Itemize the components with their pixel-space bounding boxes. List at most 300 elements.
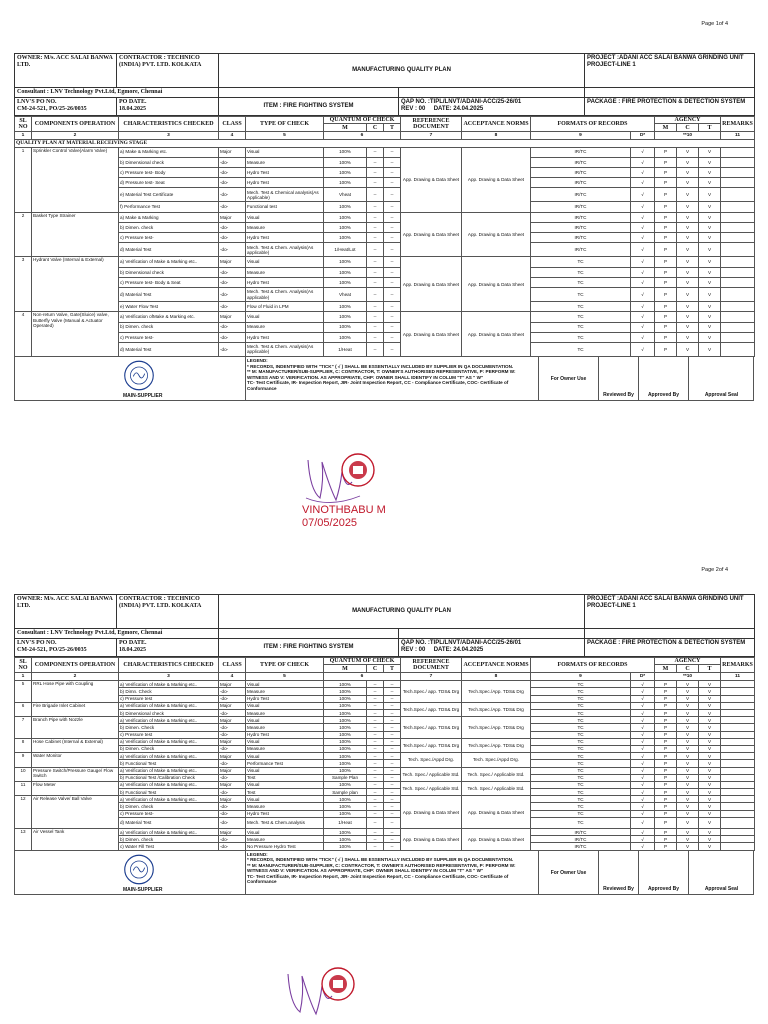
qap-info: QAP NO. :TIPL/LNVT/ADANI-ACC/25-26/01 REV : 00 DATE: 24.04.2025 xyxy=(399,98,585,116)
agency-t: V xyxy=(699,843,721,850)
table-row xyxy=(15,202,755,212)
acceptance-norms: App. Drawing & Data Sheet xyxy=(462,147,531,212)
agency-m: P xyxy=(655,702,677,709)
characteristic: c) Pressure test- xyxy=(119,810,219,817)
agency-m: P xyxy=(655,681,677,688)
record-format: TC xyxy=(531,767,631,774)
agency-m: P xyxy=(655,781,677,788)
table-row xyxy=(15,302,755,312)
quantum-c: -- xyxy=(367,332,384,342)
record-format: IR/TC xyxy=(531,157,631,167)
reference-document: Tech.Spec./ app. TDS& Drg xyxy=(401,738,462,752)
quantum-m: Vheat xyxy=(324,188,367,202)
table-row xyxy=(15,843,755,850)
characteristic: e) Water Flow Test xyxy=(119,302,219,312)
acceptance-norms: App. Drawing & Data Sheet xyxy=(462,796,531,829)
col-formats: FORMATS OF RECORDS xyxy=(531,117,655,132)
component-name: Flow Meter xyxy=(32,781,119,795)
col-type: TYPE OF CHECK xyxy=(246,117,324,132)
lnv-po: LNV'S PO NO. CM-24-521, PO/25-26/0035 xyxy=(15,639,117,657)
agency-m: P xyxy=(655,178,677,188)
agency-c: V xyxy=(677,332,699,342)
agency-c: V xyxy=(677,717,699,724)
agency-t: V xyxy=(699,817,721,828)
record-format: IR/TC xyxy=(531,147,631,157)
agency-c: V xyxy=(677,710,699,717)
remarks-cell xyxy=(721,267,755,277)
remarks-cell xyxy=(721,695,755,702)
characteristic: b) Dimensional check xyxy=(119,267,219,277)
quantum-t: -- xyxy=(384,829,401,836)
agency-c: V xyxy=(677,312,699,322)
agency-c: V xyxy=(677,257,699,267)
quantum-m: 100% xyxy=(324,257,367,267)
remarks-cell xyxy=(721,188,755,202)
record-tick: √ xyxy=(631,277,655,287)
col-acceptance: ACCEPTANCE NORMS xyxy=(462,658,531,673)
approval-seal: Approval Seal xyxy=(688,851,754,894)
header-table xyxy=(14,53,755,116)
agency-m: P xyxy=(655,167,677,177)
owner: OWNER: M/s. ACC SALAI BANWA LTD. xyxy=(15,54,117,88)
table-row xyxy=(15,342,755,356)
class-value: -do- xyxy=(219,287,246,301)
record-tick: √ xyxy=(631,724,655,731)
col-formats: FORMATS OF RECORDS xyxy=(531,658,655,673)
quantum-t: -- xyxy=(384,178,401,188)
record-format: TC xyxy=(531,760,631,767)
agency-c: V xyxy=(677,781,699,788)
record-format: IR/TC xyxy=(531,178,631,188)
agency-t: V xyxy=(699,796,721,803)
quantum-t: -- xyxy=(384,312,401,322)
quantum-c: -- xyxy=(367,745,384,752)
characteristic: d) Material Test xyxy=(119,817,219,828)
sl-number: 8 xyxy=(15,738,32,752)
component-name: Air Release Valve/ Ball Valve xyxy=(32,796,119,829)
agency-m: P xyxy=(655,724,677,731)
check-type: Visual xyxy=(246,702,324,709)
reference-document: App. Drawing & Data Sheet xyxy=(401,796,462,829)
agency-t: V xyxy=(699,789,721,796)
characteristic: b) Dimen. check xyxy=(119,322,219,332)
quantum-m: 100% xyxy=(324,267,367,277)
quantum-c: -- xyxy=(367,774,384,781)
acceptance-norms: Tech. Spec./Appd Drg. xyxy=(462,753,531,767)
check-type: Measure xyxy=(246,745,324,752)
sl-number: 12 xyxy=(15,796,32,829)
remarks-cell xyxy=(721,760,755,767)
agency-c: V xyxy=(677,836,699,843)
check-type: Hydro Test xyxy=(246,810,324,817)
check-type: Mech. Test & Chem. Analysis(As applicable) xyxy=(246,243,324,257)
agency-t: V xyxy=(699,731,721,738)
acceptance-norms: App. Drawing & Data Sheet xyxy=(462,212,531,257)
record-format: TC xyxy=(531,312,631,322)
quantum-t: -- xyxy=(384,212,401,222)
check-type: Visual xyxy=(246,717,324,724)
agency-m: P xyxy=(655,767,677,774)
col-quantum: QUANTUM OF CHECK xyxy=(324,658,401,665)
class-value: -do- xyxy=(219,267,246,277)
agency-t: V xyxy=(699,681,721,688)
qap-table xyxy=(14,116,755,357)
quantum-c: -- xyxy=(367,767,384,774)
approved-by: Approved By xyxy=(638,851,688,894)
quantum-c: -- xyxy=(367,789,384,796)
agency-t: V xyxy=(699,753,721,760)
record-tick: √ xyxy=(631,681,655,688)
characteristic: d) Material Test xyxy=(119,287,219,301)
agency-m: P xyxy=(655,322,677,332)
remarks-cell xyxy=(721,843,755,850)
record-tick: √ xyxy=(631,302,655,312)
record-format: TC xyxy=(531,789,631,796)
item: ITEM : FIRE FIGHTING SYSTEM xyxy=(219,98,399,116)
record-format: TC xyxy=(531,688,631,695)
characteristic: b) Dimen. check xyxy=(119,836,219,843)
agency-c: V xyxy=(677,774,699,781)
class-value: -do- xyxy=(219,332,246,342)
quantum-m: 100% xyxy=(324,332,367,342)
sl-number: 4 xyxy=(15,312,32,357)
agency-m: P xyxy=(655,233,677,243)
record-format: IR/TC xyxy=(531,836,631,843)
quantum-m: 100% xyxy=(324,322,367,332)
remarks-cell xyxy=(721,233,755,243)
signature-date: 07/05/2025 xyxy=(302,517,358,529)
agency-t: V xyxy=(699,695,721,702)
col-agency: AGENCY xyxy=(655,117,721,124)
agency-t: V xyxy=(699,767,721,774)
col-a-c: C xyxy=(677,665,699,673)
table-row xyxy=(15,277,755,287)
record-tick: √ xyxy=(631,810,655,817)
class-value: -do- xyxy=(219,167,246,177)
table-row xyxy=(15,810,755,817)
header-table xyxy=(14,594,755,657)
characteristic: e) Material Test Certificate xyxy=(119,188,219,202)
characteristic: a) Verification of Make & Marking etc.. xyxy=(119,681,219,688)
quantum-m: 100% xyxy=(324,829,367,836)
class-value: -do- xyxy=(219,188,246,202)
acceptance-norms: App. Drawing & Data Sheet xyxy=(462,312,531,357)
record-format: TC xyxy=(531,810,631,817)
record-format: TC xyxy=(531,753,631,760)
check-type: Visual xyxy=(246,781,324,788)
class-value: -do- xyxy=(219,322,246,332)
agency-t: V xyxy=(699,836,721,843)
quantum-c: -- xyxy=(367,843,384,850)
characteristic: b) Dimen. Check xyxy=(119,745,219,752)
record-format: TC xyxy=(531,257,631,267)
class-value: -do- xyxy=(219,836,246,843)
record-tick: √ xyxy=(631,829,655,836)
record-tick: √ xyxy=(631,178,655,188)
table-row xyxy=(15,257,755,267)
characteristic: d) Material Test xyxy=(119,243,219,257)
check-type: Test xyxy=(246,789,324,796)
quantum-t: -- xyxy=(384,753,401,760)
check-type: Mech. Test & Chemical analysis(As Applicable) xyxy=(246,188,324,202)
qap-table xyxy=(14,657,755,851)
agency-c: V xyxy=(677,803,699,810)
record-format: TC xyxy=(531,332,631,342)
record-format: TC xyxy=(531,287,631,301)
agency-c: V xyxy=(677,767,699,774)
characteristic: c) Pressure test- xyxy=(119,233,219,243)
class-value: Major xyxy=(219,312,246,322)
table-row xyxy=(15,178,755,188)
agency-m: P xyxy=(655,753,677,760)
record-tick: √ xyxy=(631,760,655,767)
agency-c: V xyxy=(677,243,699,257)
quantum-t: -- xyxy=(384,774,401,781)
quantum-t: -- xyxy=(384,222,401,232)
table-row xyxy=(15,688,755,695)
agency-t: V xyxy=(699,717,721,724)
agency-t: V xyxy=(699,745,721,752)
agency-m: P xyxy=(655,157,677,167)
project: PROJECT :ADANI ACC SALAI BANWA GRINDING UNIT PROJECT-LINE 1 xyxy=(585,595,755,629)
quantum-m: 100% xyxy=(324,233,367,243)
remarks-cell xyxy=(721,789,755,796)
table-row xyxy=(15,188,755,202)
record-tick: √ xyxy=(631,817,655,828)
record-format: IR/TC xyxy=(531,222,631,232)
quantum-c: -- xyxy=(367,753,384,760)
record-tick: √ xyxy=(631,789,655,796)
record-format: TC xyxy=(531,710,631,717)
for-owner-use: For Owner Use xyxy=(538,357,598,400)
sl-number: 9 xyxy=(15,753,32,767)
remarks-cell xyxy=(721,322,755,332)
company-stamp-icon xyxy=(120,359,158,392)
quantum-c: -- xyxy=(367,267,384,277)
acceptance-norms: Tech.Spec./App. TDS& Drg xyxy=(462,702,531,716)
check-type: Performance Test xyxy=(246,760,324,767)
quantum-t: -- xyxy=(384,767,401,774)
table-row xyxy=(15,817,755,828)
check-type: Measure xyxy=(246,267,324,277)
signer-seal-icon xyxy=(320,966,356,1002)
quantum-m: 100% xyxy=(324,688,367,695)
quantum-t: -- xyxy=(384,702,401,709)
record-tick: √ xyxy=(631,738,655,745)
agency-t: V xyxy=(699,287,721,301)
component-name: Water Monitor xyxy=(32,753,119,767)
record-tick: √ xyxy=(631,731,655,738)
check-type: Hydro Test xyxy=(246,167,324,177)
quantum-m: 1/Heat/Lot xyxy=(324,243,367,257)
quantum-t: -- xyxy=(384,760,401,767)
characteristic: b) Dimen. check xyxy=(119,222,219,232)
sl-number: 5 xyxy=(15,681,32,703)
reference-document: App. Drawing & Data Sheet xyxy=(401,147,462,212)
col-remarks: REMARKS xyxy=(721,658,755,673)
quantum-t: -- xyxy=(384,745,401,752)
quantum-t: -- xyxy=(384,157,401,167)
component-name: Hydrant Valve (Internal & External) xyxy=(32,257,119,312)
component-name: Sprinkler Control Valve(Alarm Valve) xyxy=(32,147,119,212)
acceptance-norms: Tech.Spec./App. TDS& Drg xyxy=(462,717,531,739)
class-value: -do- xyxy=(219,774,246,781)
col-agency: AGENCY xyxy=(655,658,721,665)
record-format: TC xyxy=(531,695,631,702)
quantum-c: -- xyxy=(367,710,384,717)
quantum-c: -- xyxy=(367,312,384,322)
remarks-cell xyxy=(721,774,755,781)
table-row xyxy=(15,332,755,342)
agency-m: P xyxy=(655,287,677,301)
agency-m: P xyxy=(655,695,677,702)
acceptance-norms: Tech. Spec./ Applicable Std. xyxy=(462,781,531,795)
contractor: CONTRACTOR : TECHNICO (INDIA) PVT. LTD. KOLKATA xyxy=(117,54,219,88)
quantum-c: -- xyxy=(367,157,384,167)
approved-by: Approved By xyxy=(638,357,688,400)
reference-document: Tech. Spec./ Applicable Std. xyxy=(401,767,462,781)
record-format: TC xyxy=(531,731,631,738)
quantum-t: -- xyxy=(384,267,401,277)
class-value: -do- xyxy=(219,760,246,767)
quantum-t: -- xyxy=(384,731,401,738)
class-value: -do- xyxy=(219,302,246,312)
col-components: COMPONENTS OPERATION xyxy=(32,117,119,132)
quantum-t: -- xyxy=(384,796,401,803)
agency-m: P xyxy=(655,312,677,322)
reference-document: App. Drawing & Data Sheet xyxy=(401,212,462,257)
quantum-c: -- xyxy=(367,829,384,836)
table-row xyxy=(15,157,755,167)
record-format: TC xyxy=(531,322,631,332)
record-format: IR/TC xyxy=(531,843,631,850)
quantum-t: -- xyxy=(384,817,401,828)
table-row xyxy=(15,243,755,257)
quantum-c: -- xyxy=(367,322,384,332)
agency-t: V xyxy=(699,267,721,277)
table-row xyxy=(15,829,755,836)
agency-t: V xyxy=(699,157,721,167)
record-format: IR/TC xyxy=(531,188,631,202)
remarks-cell xyxy=(721,157,755,167)
record-format: TC xyxy=(531,803,631,810)
record-format: TC xyxy=(531,724,631,731)
agency-m: P xyxy=(655,810,677,817)
consultant: Consultant : LNV Technology Pvt.Ltd, Egmore, Chennai xyxy=(15,629,219,639)
agency-c: V xyxy=(677,753,699,760)
record-tick: √ xyxy=(631,267,655,277)
characteristic: a) Verification of Make & Marking etc.. xyxy=(119,829,219,836)
check-type: Flow of Fluid in LPM xyxy=(246,302,324,312)
remarks-cell xyxy=(721,147,755,157)
agency-m: P xyxy=(655,843,677,850)
agency-m: P xyxy=(655,147,677,157)
remarks-cell xyxy=(721,731,755,738)
record-tick: √ xyxy=(631,796,655,803)
agency-c: V xyxy=(677,817,699,828)
quantum-c: -- xyxy=(367,731,384,738)
quantum-c: -- xyxy=(367,688,384,695)
quantum-t: -- xyxy=(384,738,401,745)
check-type: Measure xyxy=(246,157,324,167)
table-row xyxy=(15,760,755,767)
record-tick: √ xyxy=(631,781,655,788)
agency-m: P xyxy=(655,332,677,342)
check-type: Mech. Test & Chem. Analysis(As applicable) xyxy=(246,342,324,356)
col-characteristics: CHARACTERISTICS CHECKED xyxy=(119,658,219,673)
remarks-cell xyxy=(721,178,755,188)
agency-t: V xyxy=(699,322,721,332)
characteristic: b) Dimen. check xyxy=(119,803,219,810)
table-row xyxy=(15,803,755,810)
agency-m: P xyxy=(655,257,677,267)
record-tick: √ xyxy=(631,332,655,342)
class-value: -do- xyxy=(219,688,246,695)
agency-c: V xyxy=(677,829,699,836)
quantum-t: -- xyxy=(384,342,401,356)
check-type: Measure xyxy=(246,710,324,717)
agency-t: V xyxy=(699,702,721,709)
check-type: Measure xyxy=(246,803,324,810)
main-supplier-label: MAIN-SUPPLIER xyxy=(123,886,163,893)
remarks-cell xyxy=(721,688,755,695)
quantum-m: 100% xyxy=(324,753,367,760)
record-format: TC xyxy=(531,745,631,752)
quantum-c: -- xyxy=(367,178,384,188)
check-type: Visual xyxy=(246,147,324,157)
main-supplier-label: MAIN-SUPPLIER xyxy=(123,393,163,400)
remarks-cell xyxy=(721,212,755,222)
quantum-c: -- xyxy=(367,188,384,202)
agency-c: V xyxy=(677,188,699,202)
agency-t: V xyxy=(699,738,721,745)
quantum-m: 100% xyxy=(324,312,367,322)
agency-m: P xyxy=(655,796,677,803)
characteristic: a) Verification of Make & Marking etc.. xyxy=(119,702,219,709)
check-type: Measure xyxy=(246,322,324,332)
record-format: TC xyxy=(531,781,631,788)
remarks-cell xyxy=(721,702,755,709)
quantum-c: -- xyxy=(367,702,384,709)
table-row xyxy=(15,717,755,724)
owner: OWNER: M/s. ACC SALAI BANWA LTD. xyxy=(15,595,117,629)
quantum-t: -- xyxy=(384,257,401,267)
agency-c: V xyxy=(677,843,699,850)
quantum-t: -- xyxy=(384,322,401,332)
page-number: Page 1of 4 xyxy=(701,21,728,27)
table-row xyxy=(15,267,755,277)
remarks-cell xyxy=(721,312,755,322)
agency-m: P xyxy=(655,745,677,752)
agency-t: V xyxy=(699,724,721,731)
record-tick: √ xyxy=(631,717,655,724)
agency-c: V xyxy=(677,342,699,356)
sheet-page-1 xyxy=(14,53,754,401)
quantum-c: -- xyxy=(367,724,384,731)
quantum-c: -- xyxy=(367,717,384,724)
col-a-t: T xyxy=(699,124,721,132)
characteristic: d) Pressure test- Seat xyxy=(119,178,219,188)
record-format: TC xyxy=(531,342,631,356)
class-value: Major xyxy=(219,796,246,803)
agency-m: P xyxy=(655,202,677,212)
check-type: Hydro Test xyxy=(246,332,324,342)
class-value: -do- xyxy=(219,695,246,702)
agency-m: P xyxy=(655,803,677,810)
col-q-t: T xyxy=(384,665,401,673)
agency-m: P xyxy=(655,342,677,356)
check-type: Hydro Test xyxy=(246,277,324,287)
